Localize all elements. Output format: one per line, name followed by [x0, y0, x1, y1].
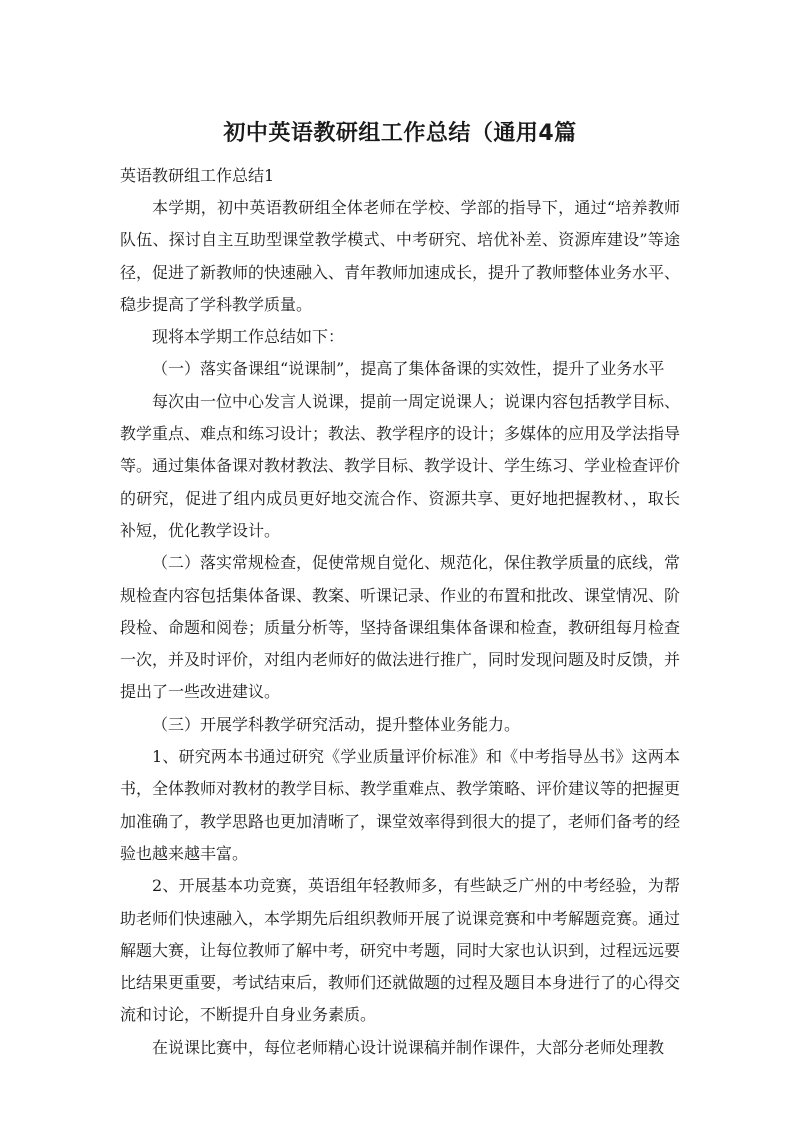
- document-subtitle: 英语教研组工作总结1: [120, 166, 275, 185]
- paragraph: 2、开展基本功竞赛，英语组年轻教师多，有些缺乏广州的中考经验，为帮助老师们快速融入，本学期先后组织教师开展了说课竞赛和中考解题竞赛。通过解题大赛，让每位教师了解中考，研究中考题，同时大家也认识到，过程远远要比结果更重要，考试结束后，教师们还就做题的过程及题目本身进行了的心得交流和讨论，不断提升自身业务素质。: [120, 876, 681, 1025]
- paragraph: 现将本学期工作总结如下：: [152, 327, 345, 347]
- paragraph: （二）落实常规检查，促使常规自觉化、规范化，保住教学质量的底线，常规检查内容包括集体备课、教案、听课记录、作业的布置和批改、课堂情况、阶段检、命题和阅卷；质量分析等，坚持备课组集体备课和检查，教研组每月检查一次，并及时评价，对组内老师好的做法进行推广，同时发现问题及时反馈，并提出了一些改进建议。: [120, 553, 681, 702]
- paragraph: （一）落实备课组“说课制”，提高了集体备课的实效性，提升了业务水平: [152, 359, 665, 379]
- document-body: [120, 192, 680, 1064]
- document-title: 初中英语教研组工作总结（通用4篇: [223, 121, 577, 146]
- paragraph: 在说课比赛中，每位老师精心设计说课稿并制作课件，大部分老师处理教: [152, 1037, 665, 1057]
- paragraph: 本学期，初中英语教研组全体老师在学校、学部的指导下，通过“培养教师队伍、探讨自主互助型课堂教学模式、中考研究、培优补差、资源库建设”等途径，促进了新教师的快速融入、青年教师加速成长，提升了教师整体业务水平、稳步提高了学科教学质量。: [120, 198, 681, 314]
- paragraph: （三）开展学科教学研究活动，提升整体业务能力。: [152, 714, 521, 734]
- paragraph: 1、研究两本书通过研究《学业质量评价标准》和《中考指导丛书》这两本书，全体教师对教材的教学目标、教学重难点、教学策略、评价建议等的把握更加准确了，教学思路也更加清晰了，课堂效率得到很大的提了，老师们备考的经验也越来越丰富。: [120, 747, 681, 863]
- paragraph: 每次由一位中心发言人说课，提前一周定说课人；说课内容包括教学目标、教学重点、难点和练习设计；教法、教学程序的设计；多媒体的应用及学法指导等。通过集体备课对教材教法、教学目标、教学设计、学生练习、学业检查评价的研究，促进了组内成员更好地交流合作、资源共享、更好地把握教材、，取长补短，优化教学设计。: [120, 391, 681, 540]
